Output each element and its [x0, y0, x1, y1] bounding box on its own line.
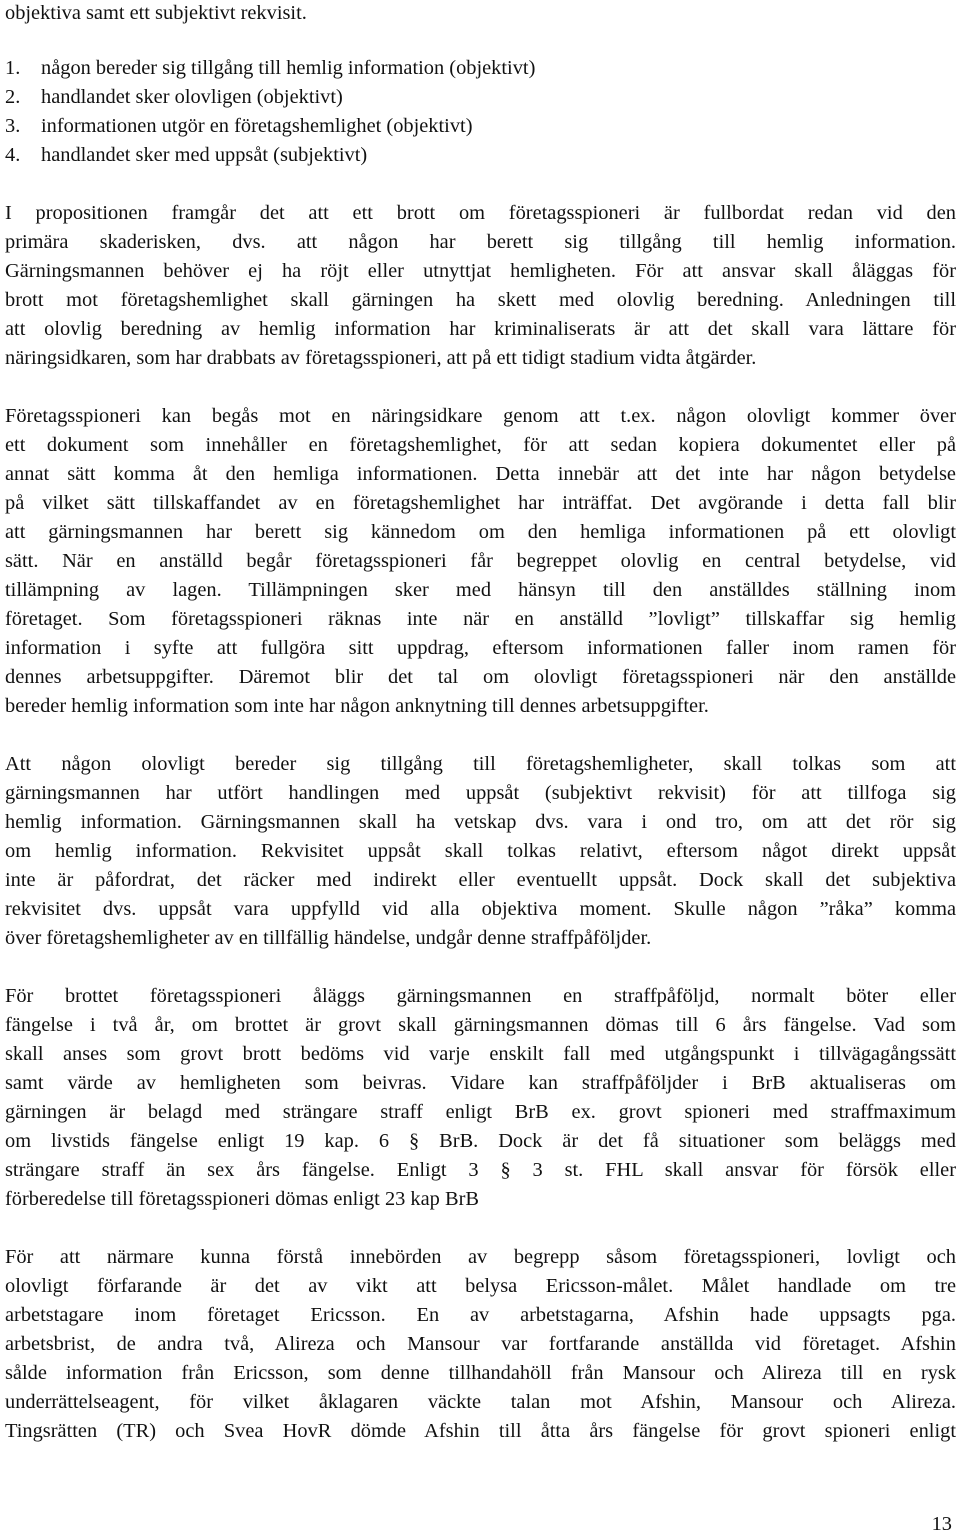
text-line: näringsidkaren, som har drabbats av företagsspioneri, att på ett tidigt stadium vidta åtgärder.: [5, 347, 757, 369]
text-line: att olovlig beredning av hemlig information har kriminaliserats är att det skall vara lättare för: [5, 318, 956, 340]
text-line: tillämpning av lagen. Tillämpningen sker med hänsyn till den anställdes ställning inom: [5, 579, 956, 601]
text-line: underrättelseagent, för vilket åklagaren väckte talan mot Afshin, Mansour och Alireza.: [5, 1391, 956, 1413]
text-line: skall anses som grovt brott bedöms vid varje enskilt fall med utgångspunkt i tillvägagångssätt: [5, 1043, 956, 1065]
page-number: 13: [931, 1513, 952, 1535]
text-line: gärningsmannen har utfört handlingen med uppsåt (subjektivt rekvisit) för att tillfoga sig: [5, 782, 956, 804]
text-line: ett dokument som innehåller en företagshemlighet, för att sedan kopiera dokumentet eller på: [5, 434, 956, 456]
text-line: Tingsrätten (TR) och Svea HovR dömde Afshin till åtta års fängelse för grovt spioneri enligt: [5, 1420, 956, 1442]
list-item-text: handlandet sker olovligen (objektivt): [41, 86, 343, 108]
text-line: Att någon olovligt bereder sig tillgång till företagshemligheter, skall tolkas som att: [5, 753, 956, 775]
list-item: [5, 83, 956, 112]
list-item-text: handlandet sker med uppsåt (subjektivt): [41, 144, 368, 166]
text-line: företaget. Som företagsspioneri räknas inte när en anställd ”lovligt” tillskaffar sig hemlig: [5, 608, 956, 630]
text-line: på vilket sätt tillskaffandet av en företagshemlighet har inträffat. Det avgörande i detta fall blir: [5, 492, 956, 514]
list-item-number: 3.: [5, 115, 21, 137]
list-item-number: 4.: [5, 144, 21, 166]
list-item: [5, 141, 956, 170]
text-line: Gärningsmannen behöver ej ha röjt eller utnyttjat hemligheten. För att ansvar skall åläggas för: [5, 260, 956, 282]
text-line: objektiva samt ett subjektivt rekvisit.: [5, 2, 307, 24]
text-line: För brottet företagsspioneri åläggs gärningsmannen en straffpåföljd, normalt böter eller: [5, 985, 956, 1007]
text-line: I propositionen framgår det att ett brott om företagsspioneri är fullbordat redan vid den: [5, 202, 956, 224]
text-line: annat sätt komma åt den hemliga informationen. Detta innebär att det inte har någon betydelse: [5, 463, 956, 485]
text-line: primära skaderisken, dvs. att någon har berett sig tillgång till hemlig information.: [5, 231, 956, 253]
text-line: förberedelse till företagsspioneri dömas enligt 23 kap BrB: [5, 1188, 479, 1210]
text-line: fängelse i två år, om brottet är grovt skall gärningsmannen dömas till 6 års fängelse. Vad som: [5, 1014, 956, 1036]
text-line: För att närmare kunna förstå innebörden av begrepp såsom företagsspioneri, lovligt och: [5, 1246, 956, 1268]
text-line: rekvisitet dvs. uppsåt vara uppfylld vid alla objektiva moment. Skulle någon ”råka” komma: [5, 898, 956, 920]
text-line: gärningen är belagd med strängare straff enligt BrB ex. grovt spioneri med straffmaximum: [5, 1101, 956, 1123]
list-item-text: någon bereder sig tillgång till hemlig information (objektivt): [41, 57, 536, 79]
list-item: [5, 54, 956, 83]
text-line: Företagsspioneri kan begås mot en näringsidkare genom att t.ex. någon olovligt kommer över: [5, 405, 956, 427]
text-line: att gärningsmannen har berett sig kännedom om den hemliga informationen på ett olovligt: [5, 521, 956, 543]
text-line: om livstids fängelse enligt 19 kap. 6 § BrB. Dock är det få situationer som beläggs med: [5, 1130, 956, 1152]
text-line: samt värde av hemligheten som beivras. Vidare kan straffpåföljder i BrB aktualiseras om: [5, 1072, 956, 1094]
list-item: [5, 112, 956, 141]
text-line: över företagshemligheter av en tillfällig händelse, undgår denne straffpåföljder.: [5, 927, 652, 949]
text-line: arbetstagare inom företaget Ericsson. En av arbetstagarna, Afshin hade uppsagts pga.: [5, 1304, 956, 1326]
text-line: om hemlig information. Rekvisitet uppsåt skall tolkas relativt, eftersom något direkt uppsåt: [5, 840, 956, 862]
text-line: sätt. När en anställd begår företagsspioneri får begreppet olovlig en central betydelse, vid: [5, 550, 956, 572]
list-item-number: 2.: [5, 86, 21, 108]
text-line: brott mot företagshemlighet skall gärningen ha skett med olovlig beredning. Anledningen till: [5, 289, 956, 311]
text-line: inte är påfordrat, det räcker med indirekt eller eventuellt uppsåt. Dock skall det subjektiva: [5, 869, 956, 891]
text-line: information i syfte att fullgöra sitt uppdrag, eftersom informationen faller inom ramen för: [5, 637, 956, 659]
text-line: bereder hemlig information som inte har någon anknytning till dennes arbetsuppgifter.: [5, 695, 709, 717]
text-line: dennes arbetsuppgifter. Däremot blir det tal om olovligt företagsspioneri när den anställde: [5, 666, 956, 688]
text-line: hemlig information. Gärningsmannen skall ha vetskap dvs. vara i ond tro, om att det rör sig: [5, 811, 956, 833]
text-line: sålde information från Ericsson, som denne tillhandahöll från Mansour och Alireza till en rysk: [5, 1362, 956, 1384]
list-item-number: 1.: [5, 57, 21, 79]
text-line: olovligt förfarande är det av vikt att belysa Ericsson-målet. Målet handlade om tre: [5, 1275, 956, 1297]
list-item-text: informationen utgör en företagshemlighet (objektivt): [41, 115, 473, 137]
text-line: strängare straff än sex års fängelse. Enligt 3 § 3 st. FHL skall ansvar för försök eller: [5, 1159, 956, 1181]
text-line: arbetsbrist, de andra två, Alireza och Mansour var fortfarande anställda vid företaget. Afshin: [5, 1333, 956, 1355]
